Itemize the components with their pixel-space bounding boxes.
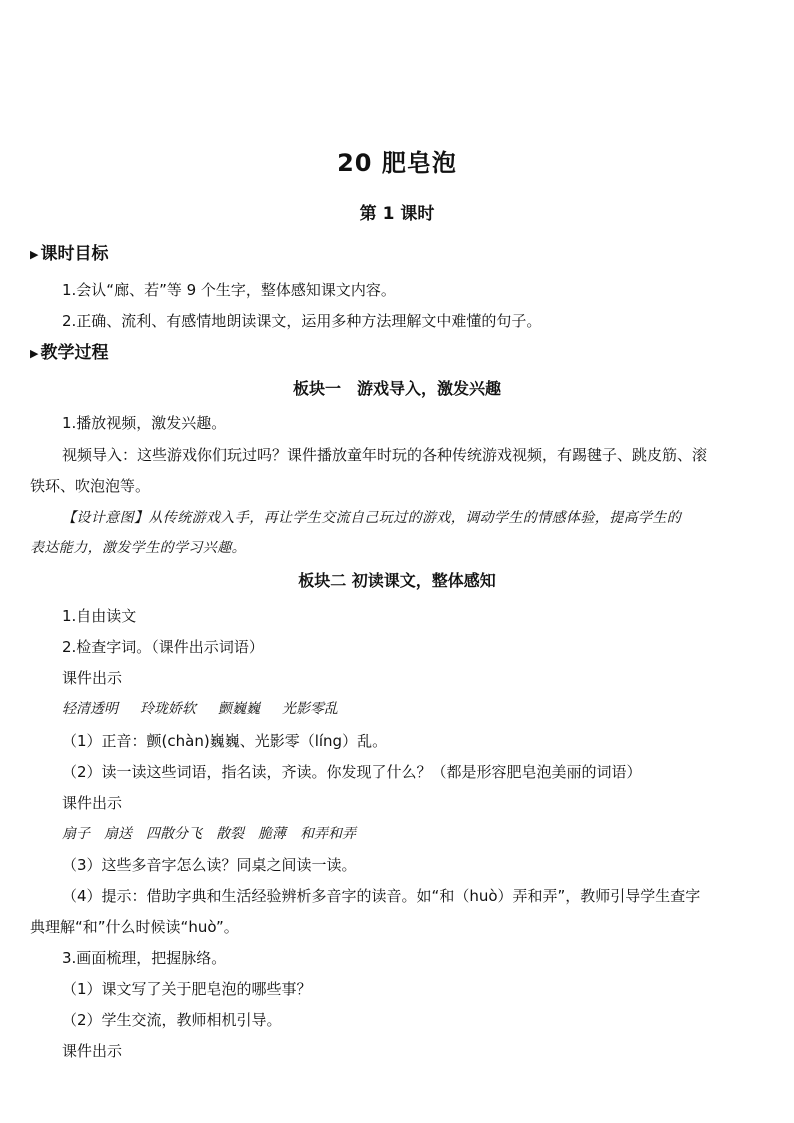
design-intent-line1: 【设计意图】从传统游戏入手，再让学生交流自己玩过的游戏，调动学生的情感体验，提高学生的 xyxy=(62,510,682,526)
goal-item-2: 2.正确、流利、有感情地朗读课文，运用多种方法理解文中难懂的句子。 xyxy=(62,312,542,330)
goal-item-1: 1.会认“廊、若”等 9 个生字，整体感知课文内容。 xyxy=(62,281,396,299)
word-list-1 xyxy=(62,699,360,719)
word-item: 扇子 xyxy=(62,826,90,842)
word-item: 光影零乱 xyxy=(282,701,338,717)
block2-step2: 2.检查字词。（课件出示词语） xyxy=(62,638,264,656)
design-intent-line2: 表达能力，激发学生的学习兴趣。 xyxy=(30,540,246,556)
word-item: 玲珑娇软 xyxy=(140,701,196,717)
courseware-label-3: 课件出示 xyxy=(62,1042,123,1060)
block1-intro-line2: 铁环、吹泡泡等。 xyxy=(30,477,151,495)
courseware-label-2: 课件出示 xyxy=(62,794,123,812)
block1-intro-line1: 视频导入：这些游戏你们玩过吗？课件播放童年时玩的各种传统游戏视频，有踢毽子、跳皮筋、滚 xyxy=(62,446,708,464)
lesson-subtitle: 第 1 课时 xyxy=(359,204,435,224)
process-heading xyxy=(30,343,108,364)
note-3: （3）这些多音字怎么读？同桌之间读一读。 xyxy=(62,856,357,874)
courseware-label-1: 课件出示 xyxy=(62,669,123,687)
block1-heading: 板块一 游戏导入，激发兴趣 xyxy=(292,379,501,398)
question-2: （2）学生交流，教师相机引导。 xyxy=(62,1011,282,1029)
word-item: 轻清透明 xyxy=(62,701,118,717)
block2-step1: 1.自由读文 xyxy=(62,607,137,625)
block1-step1: 1.播放视频，激发兴趣。 xyxy=(62,414,227,432)
lesson-title: 20 肥皂泡 xyxy=(337,149,457,177)
word-item: 颤巍巍 xyxy=(218,701,260,717)
block2-heading: 板块二 初读课文，整体感知 xyxy=(298,571,496,590)
word-item: 脆薄 xyxy=(258,826,286,842)
triangle-marker-icon: ▶ xyxy=(30,248,39,261)
word-item: 散裂 xyxy=(216,826,244,842)
note-2: （2）读一读这些词语，指名读，齐读。你发现了什么？（都是形容肥皂泡美丽的词语） xyxy=(62,763,642,781)
word-item: 四散分飞 xyxy=(146,826,202,842)
note-1: （1）正音：颤(chàn)巍巍、光影零（líng）乱。 xyxy=(62,732,388,750)
triangle-marker-icon: ▶ xyxy=(30,347,39,360)
question-1: （1）课文写了关于肥皂泡的哪些事？ xyxy=(62,980,312,998)
note-4-line1: （4）提示：借助字典和生活经验辨析多音字的读音。如“和（huò）弄和弄”，教师引导学生查字 xyxy=(62,887,701,905)
word-item: 扇送 xyxy=(104,826,132,842)
word-list-2 xyxy=(62,824,370,844)
process-heading-text: 教学过程 xyxy=(40,343,109,363)
goals-heading-text: 课时目标 xyxy=(40,244,109,264)
block2-step3: 3.画面梳理，把握脉络。 xyxy=(62,949,227,967)
note-4-line2: 典理解“和”什么时候读“huò”。 xyxy=(30,918,239,936)
goals-heading xyxy=(30,244,108,265)
word-item: 和弄和弄 xyxy=(300,826,356,842)
